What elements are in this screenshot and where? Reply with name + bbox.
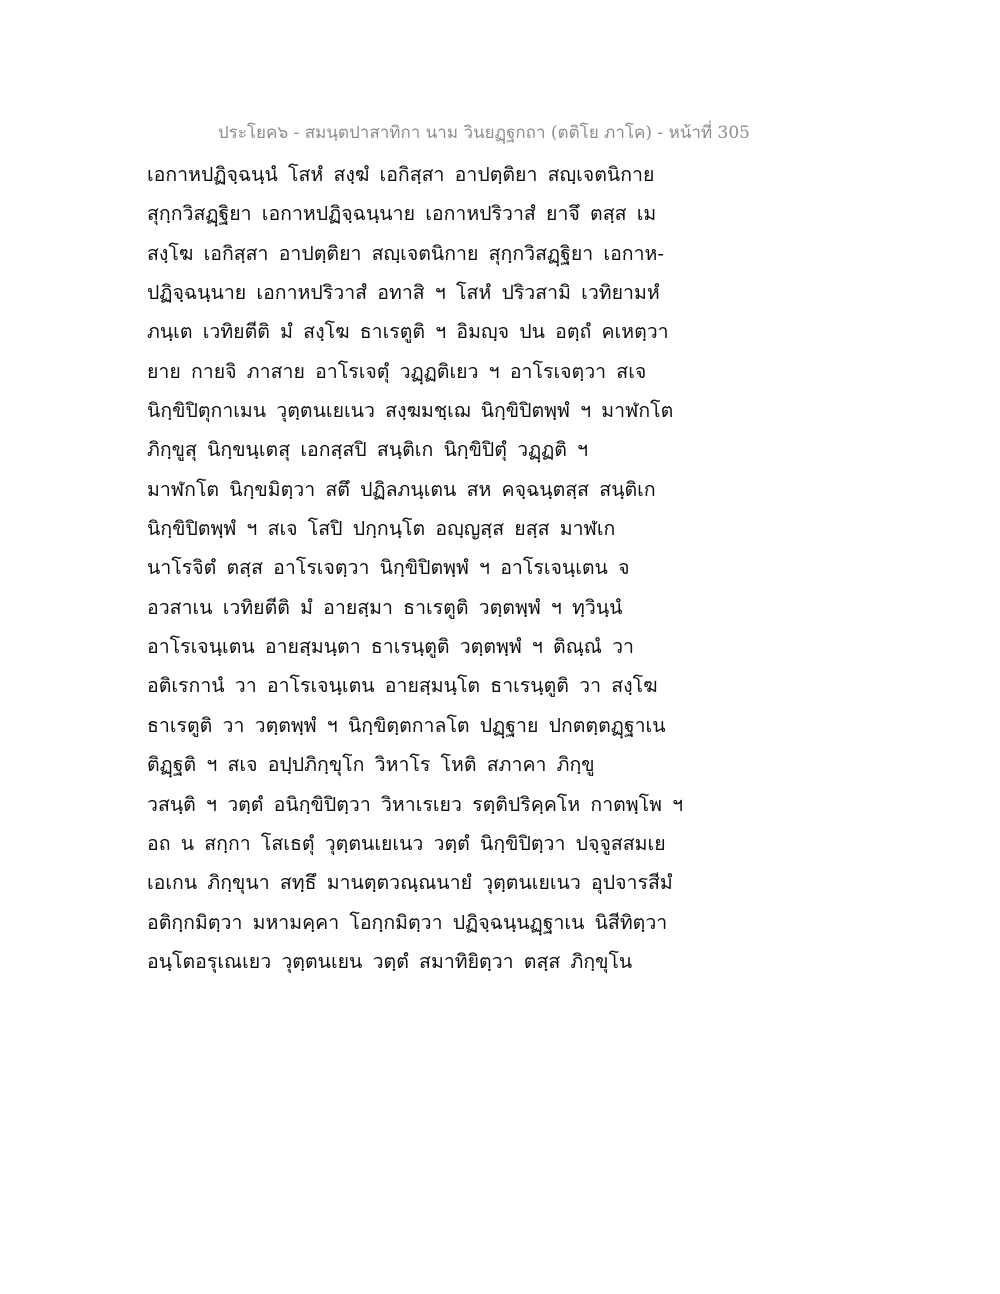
text-line: ติฏฺฐติ ฯ สเจ อปฺปภิกฺขุโก วิหาโร โหติ สภาคา ภิกฺขู [147,753,595,777]
body-text [147,155,707,981]
text-line: ปฏิจฺฉนฺนาย เอกาหปริวาสํ อทาสิ ฯ โสหํ ปริวสามิ เวทิยามหํ [147,281,660,305]
text-line: เอกาหปฏิจฺฉนฺนํ โสหํ สงฺฆํ เอกิสฺสา อาปตฺติยา สญฺเจตนิกาย [147,163,655,186]
text-line: อติกฺกมิตฺวา มหามคฺคา โอกฺกมิตฺวา ปฏิจฺฉนฺนฏฺฐาเน นิสีทิตฺวา [147,910,668,934]
page-header: ประโยค๖ - สมนฺตปาสาทิกา นาม วินยฏฺฐกถา (ตติโย ภาโค) - หน้าที่ 305 [217,123,750,143]
text-line: อนฺโตอรุเณเยว วุตฺตนเยน วตฺตํ สมาทิยิตฺวา ตสฺส ภิกฺขุโน [147,949,633,973]
text-line: อติเรกานํ วา อาโรเจนฺเตน อายสฺมนฺโต ธาเรนฺตูติ วา สงฺโฆ [147,674,658,698]
text-line: ภนฺเต เวทิยตีติ มํ สงฺโฆ ธาเรตูติ ฯ อิมญฺจ ปน อตฺถํ คเหตฺวา [147,320,669,344]
text-line: อวสาเน เวทิยตีติ มํ อายสฺมา ธาเรตูติ วตฺตพฺพํ ฯ ทฺวินฺนํ [147,595,623,619]
text-line: ยาย กายจิ ภาสาย อาโรเจตุํ วฏฺฏติเยว ฯ อาโรเจตฺวา สเจ [147,359,647,383]
text-line: สงฺโฆ เอกิสฺสา อาปตฺติยา สญฺเจตนิกาย สุกฺกวิสฏฺฐิยา เอกาห- [147,241,664,265]
text-line: อาโรเจนฺเตน อายสฺมนฺตา ธาเรนฺตูติ วตฺตพฺพํ ฯ ติณฺณํ วา [147,635,634,659]
text-line: นิกฺขิปิตพฺพํ ฯ สเจ โสปิ ปกฺกนฺโต อญฺญสฺส ยสฺส มาฬเก [147,517,616,541]
text-line: สุกฺกวิสฏฺฐิยา เอกาหปฏิจฺฉนฺนาย เอกาหปริวาสํ ยาจึ ตสฺส เม [147,202,657,226]
text-line: วสนฺติ ฯ วตฺตํ อนิกฺขิปิตฺวา วิหาเรเยว รตฺติปริคฺคโห กาตพฺโพ ฯ [147,792,684,816]
text-line: อถ น สกฺกา โสเธตุํ วุตฺตนเยเนว วตฺตํ นิกฺขิปิตฺวา ปจฺจูสสมเย [147,831,666,855]
text-line: เอเกน ภิกฺขุนา สทฺธึ มานตฺตวณฺณนายํ วุตฺตนเยเนว อุปจารสีมํ [147,871,673,895]
text-line: นาโรจิตํ ตสฺส อาโรเจตฺวา นิกฺขิปิตพฺพํ ฯ อาโรเจนฺเตน จ [147,556,630,580]
text-line: ภิกฺขูสุ นิกฺขนฺเตสุ เอกสฺสปิ สนฺติเก นิกฺขิปิตุํ วฏฺฏติ ฯ [147,438,589,462]
text-line: มาฬกโต นิกฺขมิตฺวา สตึ ปฏิลภนฺเตน สห คจฺฉนฺตสฺส สนฺติเก [147,477,656,501]
text-line: ธาเรตูติ วา วตฺตพฺพํ ฯ นิกฺขิตฺตกาลโต ปฏฺฐาย ปกตตฺตฏฺฐาเน [147,713,666,737]
text-line: นิกฺขิปิตุกาเมน วุตฺตนเยเนว สงฺฆมชฺเฌ นิกฺขิปิตพฺพํ ฯ มาฬกโต [147,399,674,423]
